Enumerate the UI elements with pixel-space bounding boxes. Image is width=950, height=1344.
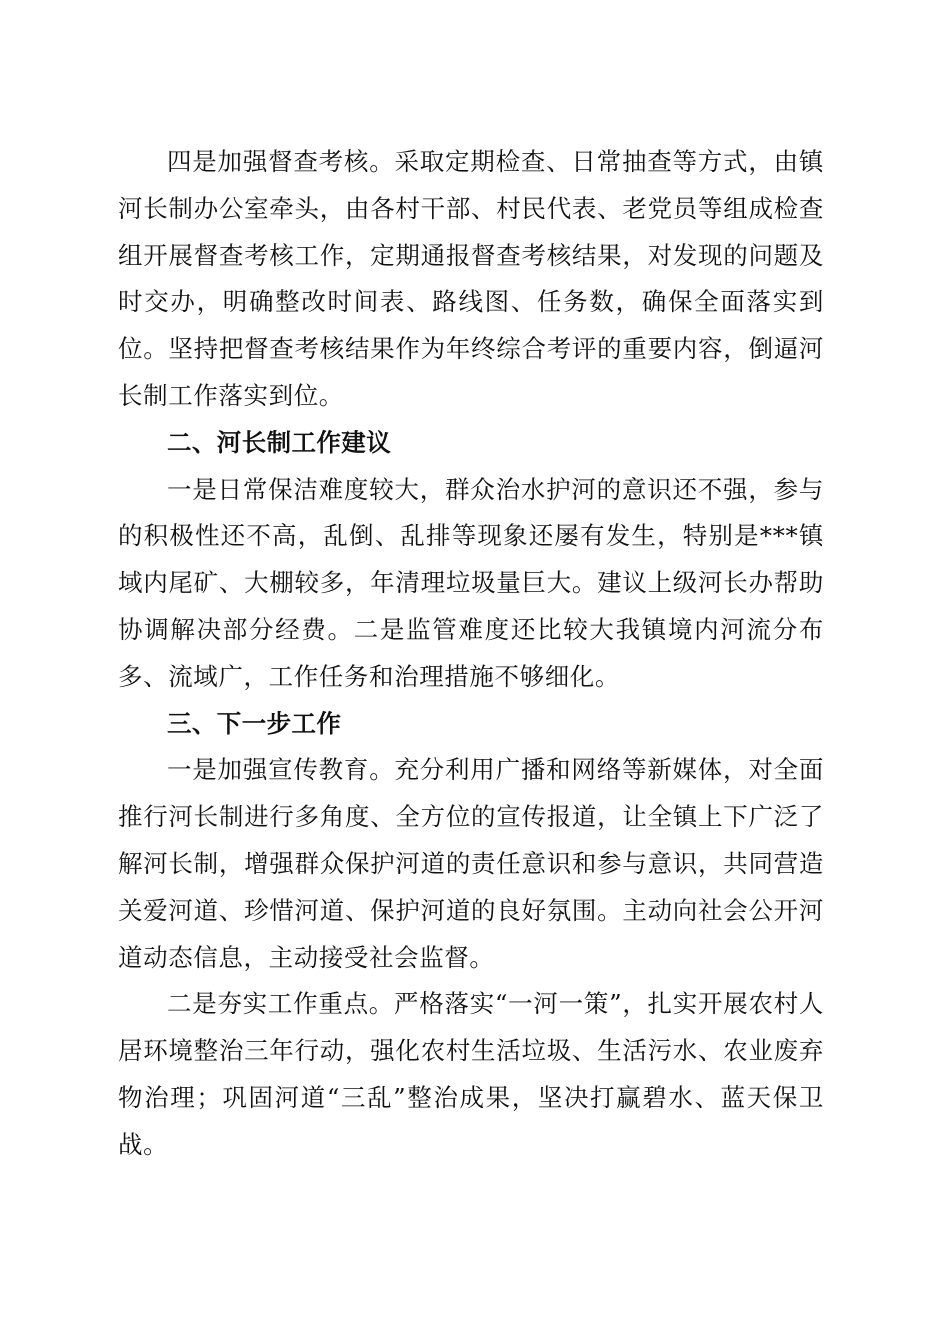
section-heading-next-steps: 三、下一步工作 xyxy=(167,708,342,738)
paragraph-publicity-education: 一是加强宣传教育。充分利用广播和网络等新媒体，对全面推行河长制进行多角度、全方位的宣传报道，让全镇上下广泛了解河长制，增强群众保护河道的责任意识和参与意识，共同营造关爱河道、珍惜河道、保护河道的良好氛围。主动向社会公开河道动态信息，主动接受社会监督。 xyxy=(118,755,824,972)
paragraph-suggestions: 一是日常保洁难度较大，群众治水护河的意识还不强，参与的积极性还不高，乱倒、乱排等现象还屡有发生，特别是***镇域内尾矿、大棚较多，年清理垃圾量巨大。建议上级河长办帮助协调解决部分经费。二是监管难度还比较大我镇境内河流分布多、流域广，工作任务和治理措施不够细化。 xyxy=(118,474,824,691)
paragraph-supervision-assessment: 四是加强督查考核。采取定期检查、日常抽查等方式，由镇河长制办公室牵头，由各村干部、村民代表、老党员等组成检查组开展督查考核工作，定期通报督查考核结果，对发现的问题及时交办，明确整改时间表、路线图、任务数，确保全面落实到位。坚持把督查考核结果作为年终综合考评的重要内容，倒逼河长制工作落实到位。 xyxy=(118,147,824,410)
paragraph-key-work: 二是夯实工作重点。严格落实“一河一策”，扎实开展农村人居环境整治三年行动，强化农村生活垃圾、生活污水、农业废弃物治理；巩固河道“三乱”整治成果，坚决打赢碧水、蓝天保卫战。 xyxy=(118,989,824,1159)
section-heading-suggestions: 二、河长制工作建议 xyxy=(167,427,392,457)
document-body xyxy=(118,139,824,1169)
